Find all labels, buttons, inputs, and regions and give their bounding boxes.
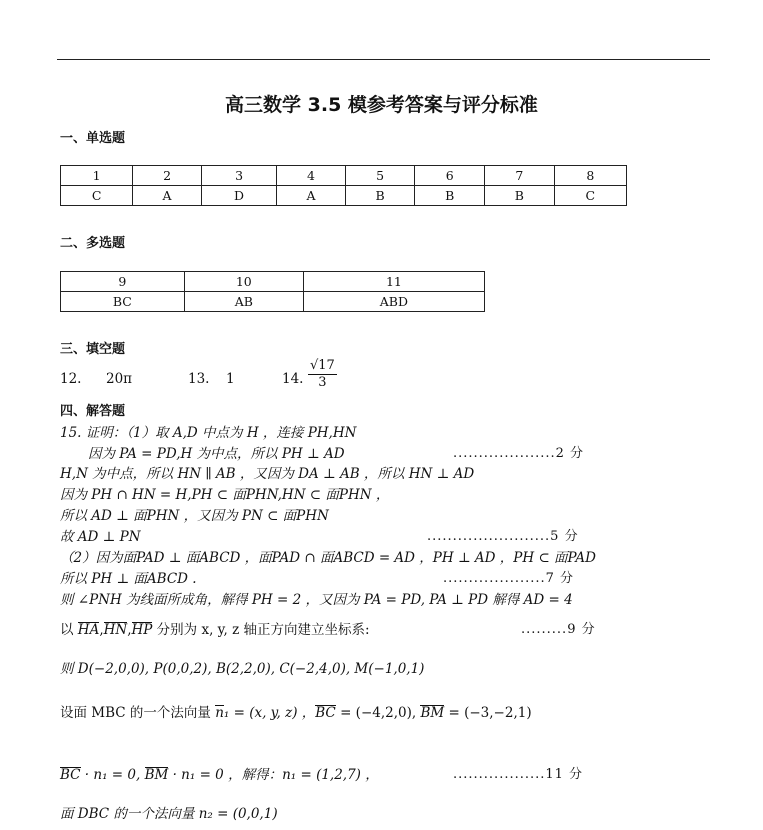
fill-q12-value: 20π — [106, 371, 133, 387]
table-cell: A — [133, 186, 202, 206]
table-cell: 10 — [184, 272, 303, 292]
table-cell: ABD — [303, 292, 484, 312]
solution-line: 所以 PH ⊥ 面ABCD . — [60, 571, 197, 587]
table-cell: 11 — [303, 272, 484, 292]
text: 以 — [60, 622, 78, 638]
table-cell: 6 — [415, 166, 485, 186]
table-cell: BC — [61, 292, 185, 312]
score-dots: ........................5 分 — [427, 529, 579, 544]
table-cell: 7 — [485, 166, 555, 186]
table-cell: D — [201, 186, 276, 206]
fill-q14-label: 14. — [282, 371, 304, 387]
solution-line: H,N 为中点，所以 HN ∥ AB ，又因为 DA ⊥ AB ，所以 HN ⊥ AD — [60, 466, 475, 482]
table-cell: 4 — [277, 166, 346, 186]
fraction — [308, 358, 337, 391]
text: · n₁ = 0, — [80, 767, 145, 783]
table-row — [61, 166, 627, 186]
solution-line-coords: 以 HA,HN,HP 分别为 x, y, z 轴正方向建立坐标系: — [60, 622, 370, 638]
text: 设面 MBC 的一个法向量 — [60, 705, 216, 721]
vector: HN — [103, 622, 128, 638]
table-cell: B — [415, 186, 485, 206]
solution-line: （2）因为面PAD ⊥ 面ABCD ，面PAD ∩ 面ABCD = AD ，PH ⊥ AD ，PH ⊂ 面PAD — [60, 550, 596, 566]
solution-line: 则 D(−2,0,0), P(0,0,2), B(2,2,0), C(−2,4,0), M(−1,0,1) — [60, 661, 425, 677]
section-fill-blank: 三、填空题 — [60, 342, 126, 357]
vector: BM — [420, 705, 445, 721]
fill-q14-fraction — [308, 358, 337, 391]
table-cell: AB — [184, 292, 303, 312]
score-dots: ....................7 分 — [443, 571, 575, 586]
table-cell: A — [277, 186, 346, 206]
solution-line: 则 ∠PNH 为线面所成角，解得 PH = 2 ，又因为 PA = PD, PA ⊥ PD 解得 AD = 4 — [60, 592, 573, 608]
vector: BM — [144, 767, 169, 783]
table-row — [61, 272, 485, 292]
table-cell: B — [485, 186, 555, 206]
solution-line: 所以 AD ⊥ 面PHN ，又因为 PN ⊂ 面PHN — [60, 508, 329, 524]
table-cell: 2 — [133, 166, 202, 186]
multi-choice-table — [60, 271, 485, 312]
vector: BC — [315, 705, 336, 721]
section-multi-choice: 二、多选题 — [60, 236, 126, 251]
fill-q13-value: 1 — [226, 371, 235, 387]
single-choice-table — [60, 165, 627, 206]
score-dots: ....................2 分 — [453, 446, 585, 461]
section-solve: 四、解答题 — [60, 404, 126, 419]
score-dots: .........9 分 — [521, 622, 596, 637]
table-cell: 1 — [61, 166, 133, 186]
vector: n — [215, 705, 224, 721]
page-title: 高三数学 3.5 模参考答案与评分标准 — [225, 94, 538, 116]
text: 分别为 x, y, z 轴正方向建立坐标系: — [152, 622, 370, 638]
table-cell: C — [61, 186, 133, 206]
text: · n₁ = 0 ，解得：n₁ = (1,2,7) ， — [168, 767, 379, 783]
solution-line-normal — [60, 701, 532, 721]
table-cell: C — [554, 186, 626, 206]
table-cell: B — [345, 186, 415, 206]
solution-line-solve — [60, 763, 379, 783]
fraction-denominator: 3 — [318, 375, 327, 390]
section-single-choice: 一、单选题 — [60, 131, 126, 146]
text: = (−4,2,0), — [335, 705, 421, 721]
fill-q13-label: 13. — [188, 371, 210, 387]
solution-line: 因为 PA = PD,H 为中点，所以 PH ⊥ AD — [88, 446, 345, 462]
solution-line: 面 DBC 的一个法向量 n₂ = (0,0,1) — [60, 806, 278, 822]
solution-line: 15. 证明：（1）取 A,D 中点为 H ，连接 PH,HN — [60, 425, 357, 441]
table-cell: 9 — [61, 272, 185, 292]
solution-line: 因为 PH ∩ HN = H,PH ⊂ 面PHN,HN ⊂ 面PHN ， — [60, 487, 390, 503]
vector: BC — [60, 767, 81, 783]
solution-line: 故 AD ⊥ PN — [60, 529, 141, 545]
text: ₁ = (x, y, z) ， — [223, 705, 316, 721]
table-cell: 3 — [201, 166, 276, 186]
table-row — [61, 292, 485, 312]
top-rule — [57, 59, 710, 60]
score-dots: ..................11 分 — [453, 767, 584, 782]
vector: HP — [131, 622, 153, 638]
table-cell: 5 — [345, 166, 415, 186]
table-cell: 8 — [554, 166, 626, 186]
fill-q12-label: 12. — [60, 371, 82, 387]
text: = (−3,−2,1) — [444, 705, 532, 721]
fraction-numerator: √17 — [310, 358, 335, 373]
vector: HA — [77, 622, 100, 638]
table-row — [61, 186, 627, 206]
